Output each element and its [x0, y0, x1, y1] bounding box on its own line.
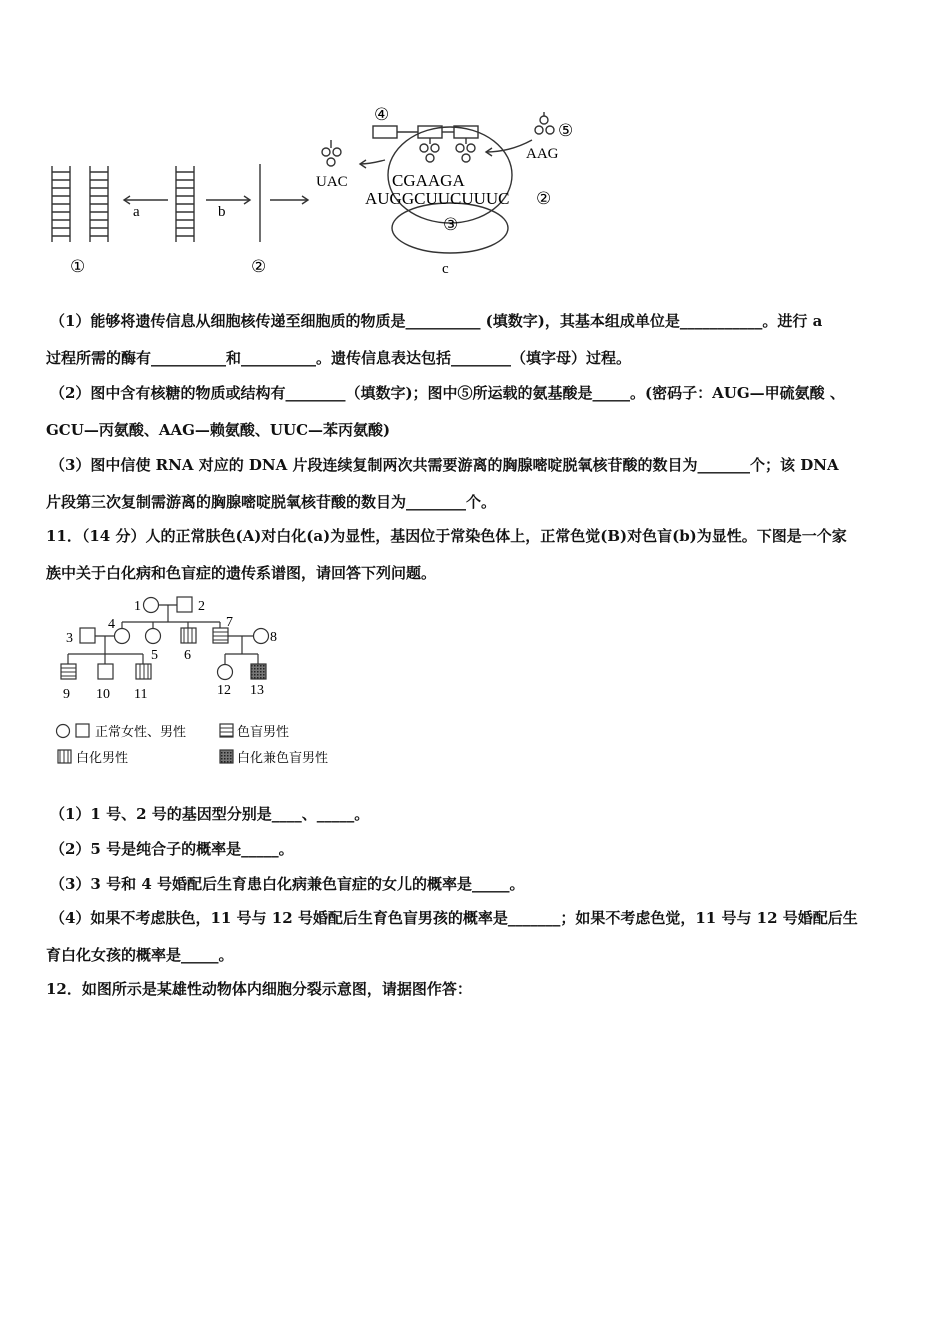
individual-5: [146, 629, 161, 644]
id-label-6: 6: [184, 648, 191, 663]
legend-normal-text: 正常女性、男性: [95, 724, 187, 739]
dna-double-helix-2: [90, 166, 108, 242]
q11-sub4-line1: （4）如果不考虑肤色，11 号与 12 号婚配后生育色盲男孩的概率是_______；如果不考虑色觉，11 号与 12 号婚配后生: [50, 909, 858, 927]
id-label-13: 13: [250, 683, 264, 698]
id-label-5: 5: [151, 648, 158, 663]
legend-both-text: 白化兼色盲男性: [237, 750, 329, 765]
q10-part3-line1: （3）图中信使 RNA 对应的 DNA 片段连续复制两次共需要游离的胸腺嘧啶脱氧核苷酸的数目为_______个；该 DNA: [50, 456, 839, 474]
label-circled-3: ③: [443, 215, 459, 234]
q10-part1-line2: 过程所需的酶有__________和__________。遗传信息表达包括________（填字母）过程。: [46, 349, 632, 367]
legend-albino-symbol: [58, 750, 71, 763]
individual-12: [218, 665, 233, 680]
trna-leaving: [322, 140, 341, 166]
label-b: b: [218, 204, 226, 220]
legend-female-symbol: [57, 725, 70, 738]
label-c: c: [442, 261, 449, 277]
individual-3: [80, 628, 95, 643]
label-circled-5: ⑤: [558, 121, 574, 140]
individual-9: [61, 664, 76, 679]
label-uac: UAC: [316, 174, 348, 190]
trna-incoming: [535, 112, 554, 134]
label-circled-4: ④: [374, 105, 390, 124]
legend-colorblind-text: 色盲男性: [237, 724, 290, 739]
label-a: a: [133, 204, 140, 220]
id-label-4: 4: [108, 617, 115, 632]
q11-sub2: （2）5 号是纯合子的概率是_____。: [50, 840, 294, 858]
id-label-2: 2: [198, 599, 205, 614]
individual-1: [144, 598, 159, 613]
id-label-9: 9: [63, 687, 70, 702]
q11-sub3: （3）3 号和 4 号婚配后生育患白化病兼色盲症的女儿的概率是_____。: [50, 875, 525, 893]
id-label-11: 11: [134, 687, 148, 702]
pedigree-chart: [50, 590, 370, 770]
label-circled-2: ②: [251, 257, 267, 276]
label-anticodons: CGAAGA: [392, 171, 465, 190]
id-label-3: 3: [66, 631, 73, 646]
legend-male-symbol: [76, 724, 89, 737]
q11-intro-line1: 11．（14 分）人的正常肤色(A)对白化(a)为显性，基因位于常染色体上，正常色觉(B)对色盲(b)为显性。下图是一个家: [46, 527, 847, 545]
individual-7: [213, 628, 228, 643]
q10-part3-line2: 片段第三次复制需游离的胸腺嘧啶脱氧核苷酸的数目为________个。: [46, 493, 497, 511]
q10-part2-line1: （2）图中含有核糖的物质或结构有________（填数字)；图中⑤所运载的氨基酸是_____。(密码子：AUG—甲硫氨酸 、: [50, 384, 845, 402]
gene-expression-figure: [40, 100, 600, 280]
label-aag: AAG: [526, 146, 559, 162]
amino-acid-box: [373, 126, 397, 138]
q11-sub4-line2: 育白化女孩的概率是_____。: [46, 946, 234, 964]
individual-13: [251, 664, 266, 679]
individual-10: [98, 664, 113, 679]
trna-1: [420, 138, 439, 162]
dna-double-helix-3: [176, 166, 194, 242]
q10-part2-line2: GCU—丙氨酸、AAG—赖氨酸、UUC—苯丙氨酸): [46, 421, 391, 439]
label-circled-2b: ②: [536, 189, 552, 208]
id-label-1: 1: [134, 599, 141, 614]
legend-both-symbol: [220, 750, 233, 763]
id-label-7: 7: [226, 615, 233, 630]
dna-double-helix-1: [52, 166, 70, 242]
id-label-8: 8: [270, 630, 277, 645]
q10-part1-line1: （1）能够将遗传信息从细胞核传递至细胞质的物质是__________ (填数字)，其基本组成单位是___________。进行 a: [50, 312, 823, 330]
legend-colorblind-symbol: [220, 724, 233, 737]
individual-6: [181, 628, 196, 643]
q12-text: 12．如图所示是某雄性动物体内细胞分裂示意图，请据图作答：: [46, 980, 472, 998]
q11-intro-line2: 族中关于白化病和色盲症的遗传系谱图，请回答下列问题。: [46, 564, 437, 582]
trna-2: [456, 138, 475, 162]
id-label-12: 12: [217, 683, 231, 698]
individual-8: [254, 629, 269, 644]
legend-albino-text: 白化男性: [76, 750, 129, 765]
label-mrna-sequence: AUGGCUUCUUUC: [365, 189, 510, 208]
individual-4: [115, 629, 130, 644]
q11-sub1: （1）1 号、2 号的基因型分别是____、_____。: [50, 805, 370, 823]
individual-11: [136, 664, 151, 679]
label-circled-1: ①: [70, 257, 86, 276]
individual-2: [177, 597, 192, 612]
id-label-10: 10: [96, 687, 110, 702]
